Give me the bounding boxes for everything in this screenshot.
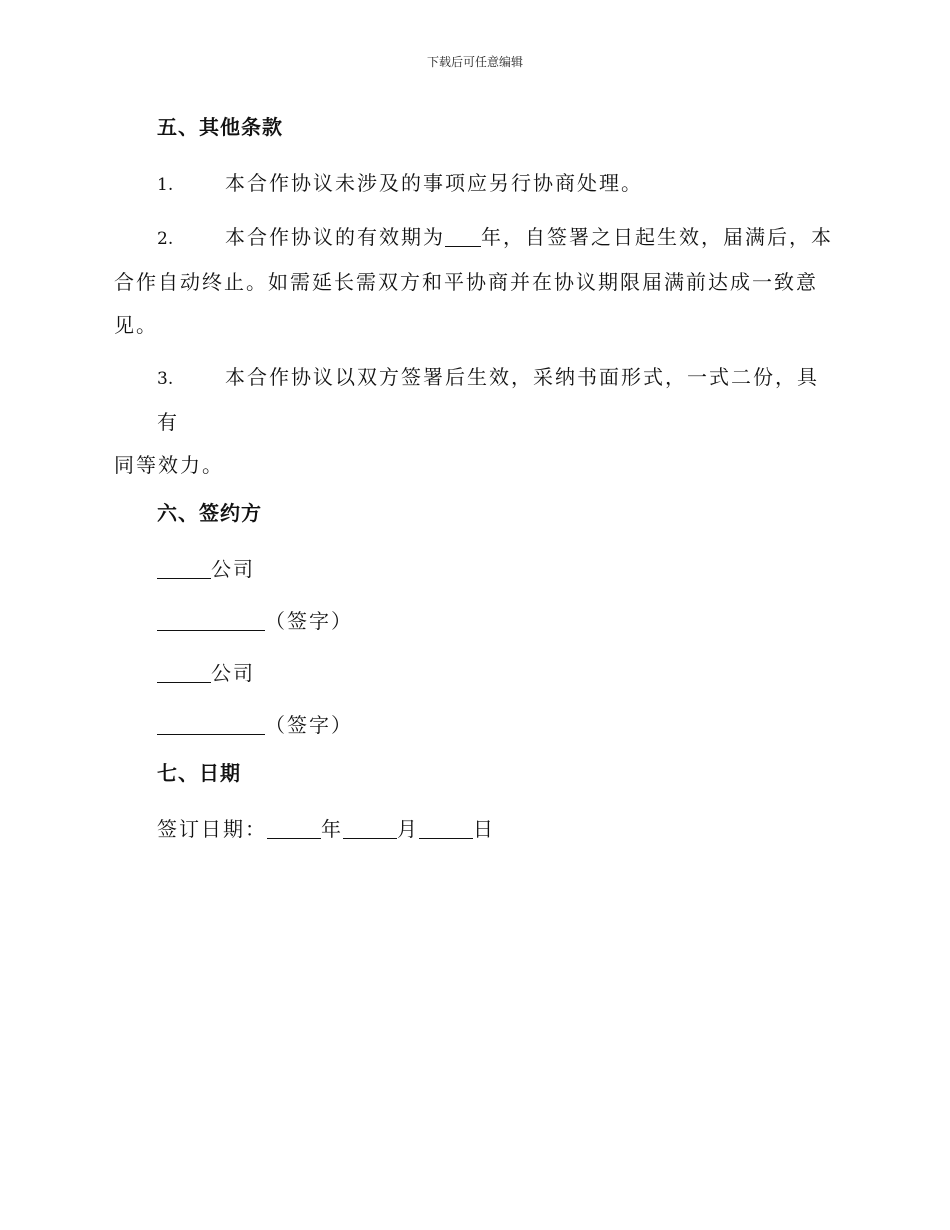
party-b-signature [114,704,834,756]
clause-2-line-3: 见。 [114,313,158,337]
clause-text: 本合作协议以双方签署后生效，采纳书面形式，一式二份，具有 [157,365,819,434]
party-b-company [114,652,834,704]
day-label: 日 [473,817,495,841]
clause-1 [114,162,834,207]
date-label: 签订日期： [157,817,267,841]
sign-label: （签字） [265,609,353,633]
month-blank [343,816,397,839]
section-heading-signatories: 六、签约方 [157,501,262,525]
clause-text: 本合作协议未涉及的事项应另行协商处理。 [225,171,643,195]
signature-line [157,712,265,735]
party-a-company [114,548,834,600]
section-heading-date: 七、日期 [157,761,241,785]
month-label: 月 [397,817,419,841]
clause-text: 年，自签署之日起生效，届满后，本 [481,225,833,249]
clause-2 [114,216,834,261]
blank-line [445,224,481,247]
company-label: 公司 [211,661,255,685]
clause-number: 1. [157,175,174,195]
signing-date [114,808,834,860]
document-body [114,110,834,860]
company-label: 公司 [211,557,255,581]
party-a-signature [114,600,834,652]
clause-2-line-2: 合作自动终止。如需延长需双方和平协商并在协议期限届满前达成一致意 [114,270,818,294]
clause-number: 3. [157,369,174,389]
signature-line [157,608,265,631]
clause-number: 2. [157,229,174,249]
clause-3 [114,356,834,444]
year-label: 年 [321,817,343,841]
blank-line [157,556,211,579]
clause-3-line-2: 同等效力。 [114,453,224,477]
page-header: 下载后可任意编辑 [426,55,523,69]
day-blank [419,816,473,839]
section-heading-other-terms: 五、其他条款 [157,115,283,139]
sign-label: （签字） [265,713,353,737]
year-blank [267,816,321,839]
blank-line [157,660,211,683]
clause-text: 本合作协议的有效期为 [225,225,445,249]
